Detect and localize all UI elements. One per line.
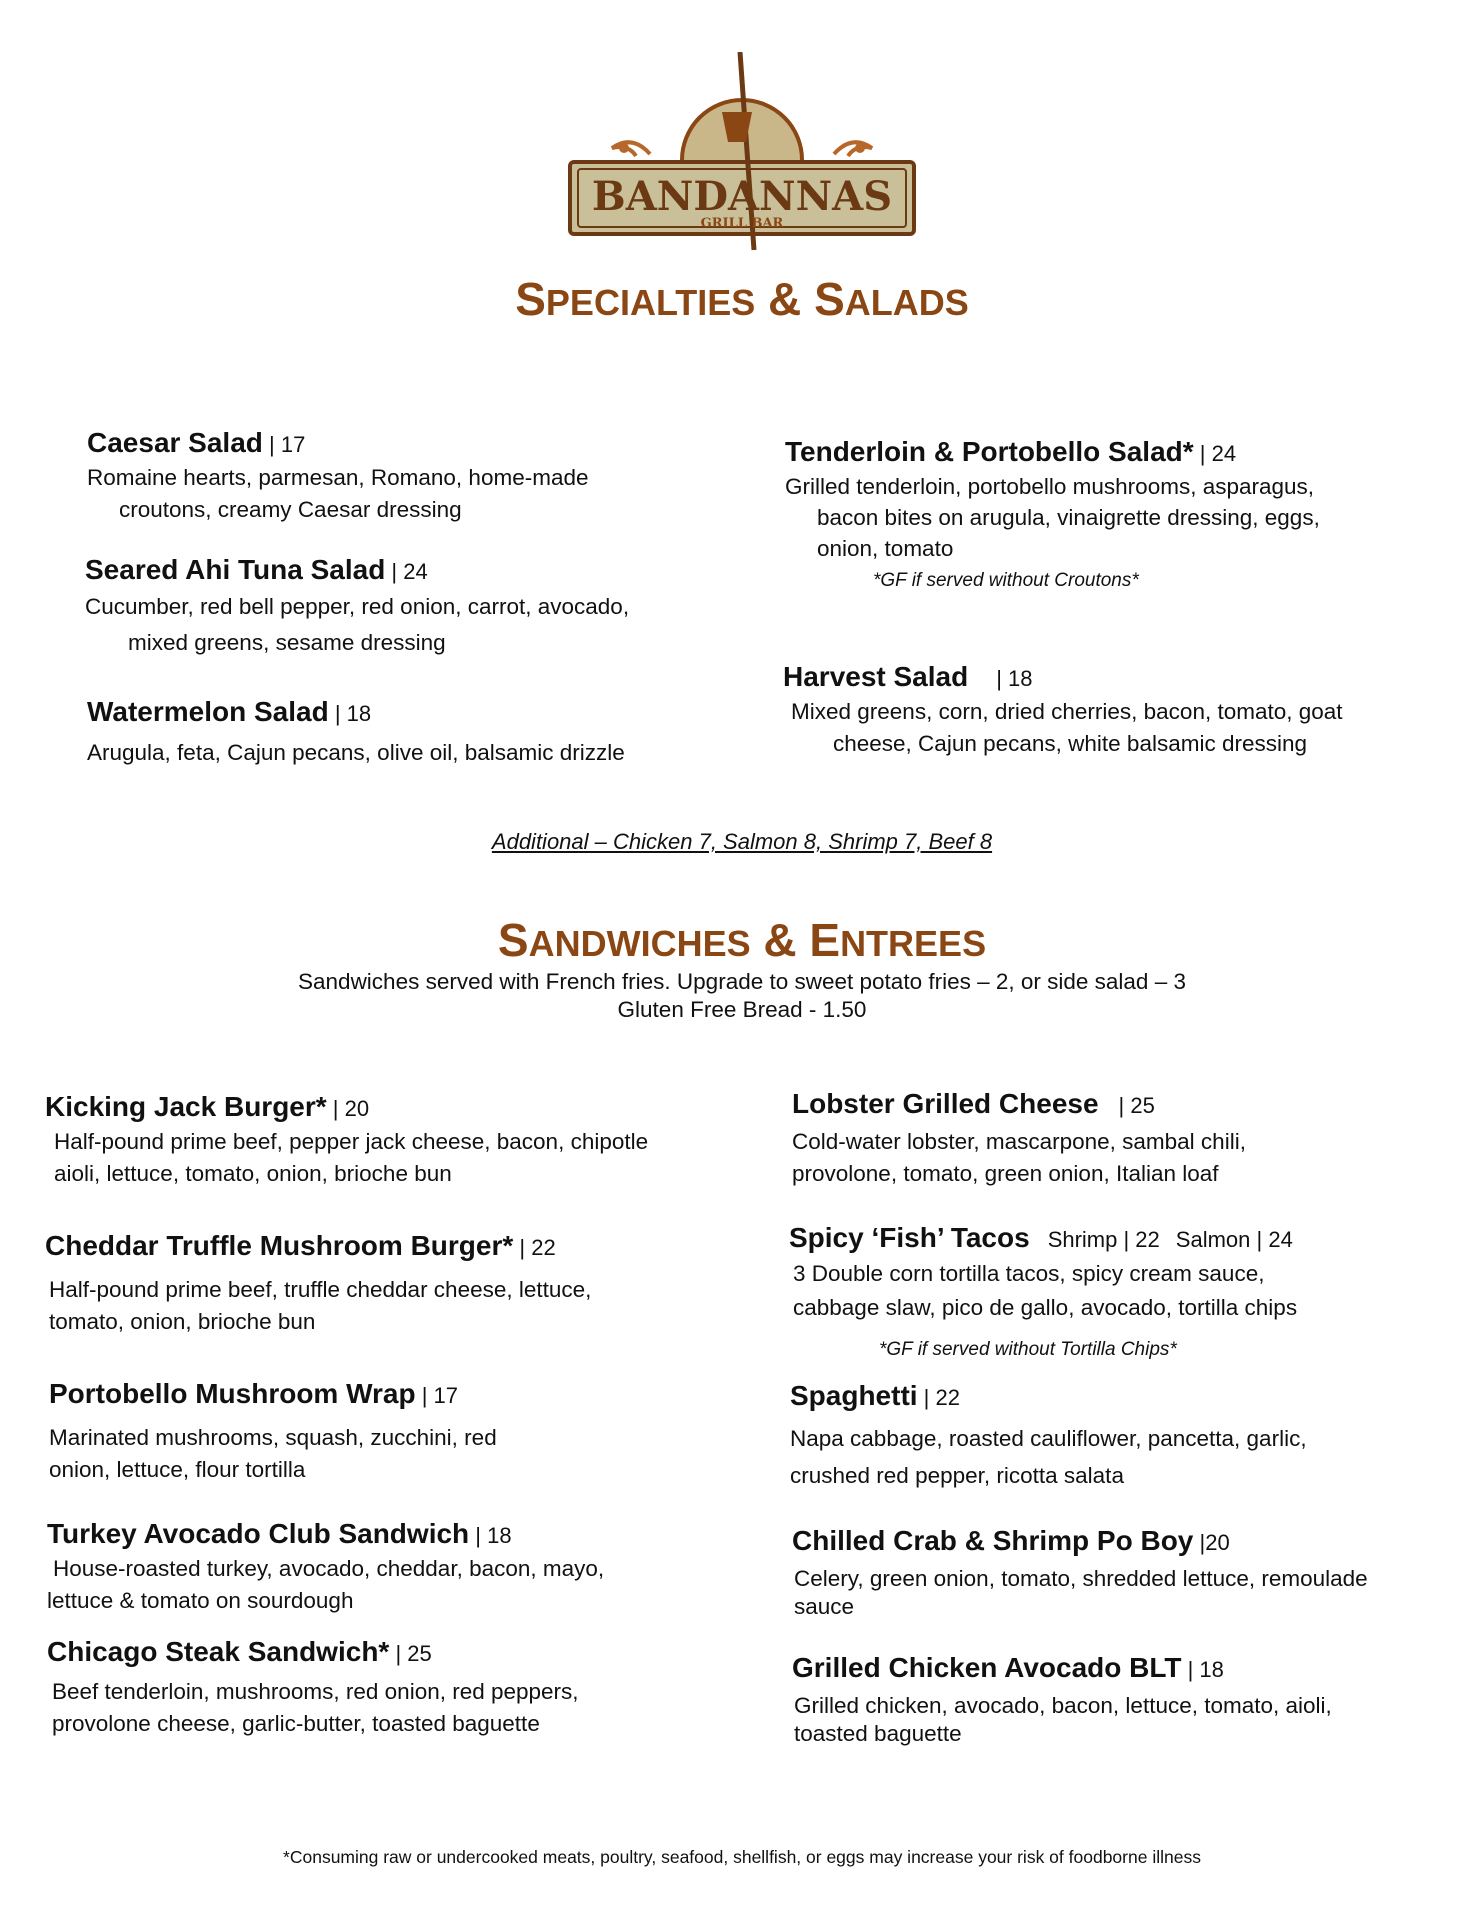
menu-item-harvest-salad — [783, 661, 1343, 760]
item-description: Cold-water lobster, mascarpone, sambal chili, provolone, tomato, green onion, Italian loaf — [792, 1129, 1246, 1186]
item-name: Caesar Salad — [87, 427, 263, 458]
menu-item-portobello-mushroom-wrap — [49, 1378, 497, 1486]
bandannas-logo — [562, 52, 922, 252]
item-description: 3 Double corn tortilla tacos, spicy cream sauce, cabbage slaw, pico de gallo, avocado, tortilla chips — [793, 1261, 1298, 1320]
item-name: Chicago Steak Sandwich* — [47, 1636, 390, 1667]
menu-item-watermelon-salad — [87, 696, 625, 769]
specialties-salads-title: SPECIALTIES & SALADS — [515, 273, 969, 325]
item-name: Portobello Mushroom Wrap — [49, 1378, 416, 1409]
svg-text:BANDANNAS: BANDANNAS — [591, 173, 893, 220]
item-name: Turkey Avocado Club Sandwich — [47, 1518, 470, 1549]
item-name: Spaghetti — [790, 1380, 918, 1411]
sandwiches-entrees-title: SANDWICHES & ENTREES — [497, 914, 987, 966]
item-price: | 18 — [328, 701, 372, 726]
item-price: | 22 — [513, 1235, 556, 1260]
item-name: Watermelon Salad — [87, 696, 329, 727]
item-price: | 17 — [262, 432, 306, 457]
item-name: Spicy ‘Fish’ Tacos — [789, 1222, 1030, 1253]
item-description: House-roasted turkey, avocado, cheddar, bacon, mayo, lettuce & tomato on sourdough — [47, 1556, 605, 1613]
menu-item-caesar-salad — [87, 427, 589, 526]
item-description: Marinated mushrooms, squash, zucchini, red onion, lettuce, flour tortilla — [49, 1425, 497, 1482]
menu-item-chicago-steak-sandwich — [47, 1636, 579, 1740]
item-price: |20 — [1193, 1530, 1230, 1555]
item-name: Lobster Grilled Cheese — [792, 1088, 1099, 1119]
item-name: Chilled Crab & Shrimp Po Boy — [792, 1525, 1194, 1556]
item-name: Grilled Chicken Avocado BLT — [792, 1652, 1182, 1683]
item-price: | 18 — [996, 666, 1033, 691]
item-description: Grilled chicken, avocado, bacon, lettuce, tomato, aioli, toasted baguette — [794, 1693, 1332, 1746]
item-description: Half-pound prime beef, truffle cheddar cheese, lettuce, tomato, onion, brioche bun — [49, 1277, 592, 1334]
item-description: Grilled tenderloin, portobello mushrooms, asparagus, bacon bites on arugula, vinaigrette dressing, eggs, onion, tomato — [785, 474, 1320, 561]
item-description: Beef tenderloin, mushrooms, red onion, red peppers, provolone cheese, garlic-butter, toasted baguette — [52, 1679, 579, 1736]
item-price: | 20 — [326, 1096, 370, 1121]
item-price: | 25 — [1118, 1093, 1155, 1118]
item-description: Half-pound prime beef, pepper jack cheese, bacon, chipotle aioli, lettuce, tomato, onion, brioche bun — [54, 1129, 649, 1186]
item-price: | 24 — [1193, 441, 1237, 466]
menu-item-spicy-fish-tacos — [789, 1222, 1297, 1325]
food-safety-disclaimer: *Consuming raw or undercooked meats, poultry, seafood, shellfish, or eggs may increase your risk of foodborne illness — [283, 1847, 1201, 1867]
menu-item-seared-ahi-tuna-salad — [85, 554, 629, 661]
item-description: Cucumber, red bell pepper, red onion, carrot, avocado, mixed greens, sesame dressing — [85, 594, 630, 655]
item-price: | 18 — [1181, 1657, 1224, 1682]
item-description: Celery, green onion, tomato, shredded lettuce, remoulade sauce — [794, 1566, 1368, 1619]
menu-item-lobster-grilled-cheese — [792, 1088, 1246, 1190]
item-price: | 22 — [917, 1385, 960, 1410]
item-price: | 18 — [469, 1523, 512, 1548]
item-name: Cheddar Truffle Mushroom Burger* — [45, 1230, 514, 1261]
menu-item-tenderloin-portobello-salad — [785, 436, 1320, 564]
additional-proteins: Additional – Chicken 7, Salmon 8, Shrimp 7, Beef 8 — [491, 829, 993, 854]
item-name: Harvest Salad — [783, 661, 969, 692]
sandwiches-subtitle: Sandwiches served with French fries. Upgrade to sweet potato fries – 2, or side salad – 3 Gluten Free Bread - 1.50 — [298, 969, 1186, 1022]
menu-item-cheddar-truffle-mushroom-burger — [45, 1230, 591, 1338]
item-option-salmon: Salmon | 24 — [1175, 1227, 1293, 1252]
menu-item-spaghetti — [790, 1380, 1307, 1494]
item-name: Kicking Jack Burger* — [45, 1091, 327, 1122]
item-price: | 17 — [415, 1383, 459, 1408]
svg-text:GRILL BAR: GRILL BAR — [700, 216, 784, 231]
item-name: Tenderloin & Portobello Salad* — [785, 436, 1194, 467]
item-description: Arugula, feta, Cajun pecans, olive oil, balsamic drizzle — [87, 740, 625, 765]
menu-item-chilled-crab-shrimp-po-boy — [792, 1525, 1368, 1621]
menu-item-kicking-jack-burger — [45, 1091, 648, 1190]
item-option-shrimp: Shrimp | 22 — [1047, 1227, 1160, 1252]
item-description: Mixed greens, corn, dried cherries, bacon, tomato, goat cheese, Cajun pecans, white balsamic dressing — [791, 699, 1343, 756]
menu-item-grilled-chicken-avocado-blt — [792, 1652, 1332, 1748]
menu-item-turkey-avocado-club-sandwich — [47, 1518, 604, 1617]
item-description: Romaine hearts, parmesan, Romano, home-made croutons, creamy Caesar dressing — [87, 465, 589, 522]
item-description: Napa cabbage, roasted cauliflower, pancetta, garlic, crushed red pepper, ricotta salata — [790, 1426, 1307, 1488]
item-name: Seared Ahi Tuna Salad — [85, 554, 386, 585]
item-price: | 25 — [389, 1641, 432, 1666]
item-price: | 24 — [385, 559, 428, 584]
gf-note-tortilla-chips: *GF if served without Tortilla Chips* — [879, 1339, 1177, 1360]
gf-note-croutons: *GF if served without Croutons* — [873, 570, 1139, 591]
